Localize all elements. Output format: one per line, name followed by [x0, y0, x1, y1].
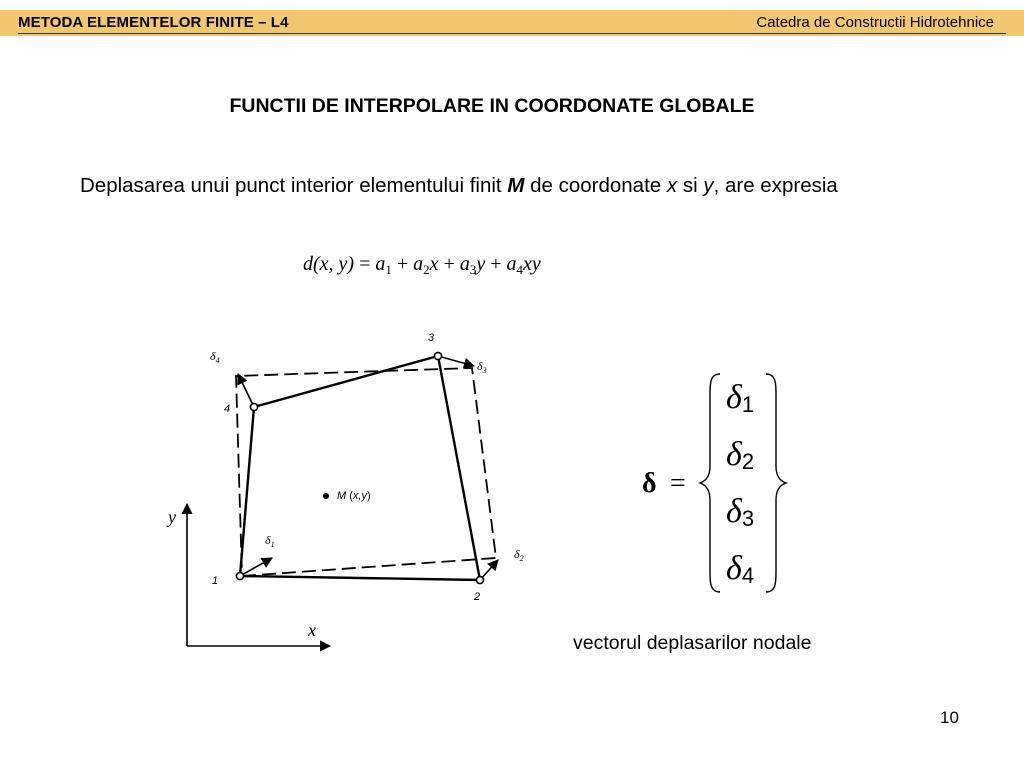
node-2 [476, 576, 483, 583]
delta-1-arrow [240, 558, 272, 576]
deformed-element-outline [236, 368, 496, 576]
formula-plus-1: + [391, 253, 414, 275]
node-label-2: 2 [474, 591, 481, 603]
term-1-sub: 1 [385, 262, 392, 277]
delta-3-arrow [438, 356, 474, 366]
term-2-sub: 2 [423, 262, 430, 277]
page-number: 10 [940, 708, 959, 727]
formula-plus-3: + [485, 253, 507, 275]
description-paragraph [80, 170, 950, 201]
vector-entry-2: δ2 [726, 436, 755, 474]
point-m-label: M (x,y) [337, 490, 371, 502]
interpolation-formula [303, 253, 541, 278]
term-3-coef: a [459, 253, 470, 275]
term-2-coef: a [413, 253, 424, 275]
x-symbol: x [666, 174, 678, 197]
term-2-var: x [429, 253, 439, 275]
delta-4-arrow [238, 374, 254, 407]
node-label-3: 3 [428, 332, 435, 344]
paragraph-text-2: de coordonate [524, 174, 667, 197]
term-3-sub: 3 [469, 262, 477, 277]
term-4-coef: a [506, 253, 517, 275]
term-4-sub: 4 [516, 262, 523, 277]
node-label-1: 1 [212, 575, 219, 587]
delta-label-4: $\delta_4$ [210, 349, 220, 365]
delta-label-3: $\delta_3$ [477, 359, 487, 375]
left-brace [700, 374, 720, 592]
paragraph-text-3: si [677, 174, 704, 197]
paragraph-text-4: , are expresia [713, 174, 838, 197]
course-title: METODA ELEMENTELOR FINITE – L4 [18, 14, 289, 31]
term-4-var: xy [522, 253, 541, 275]
vector-entry-4: δ4 [726, 550, 755, 588]
formula-lhs: d [303, 253, 313, 275]
point-m-dot [323, 493, 329, 499]
y-axis-label: y [168, 507, 176, 527]
vector-entry-3: δ3 [726, 493, 755, 531]
formula-args: (x, y) [313, 253, 355, 275]
element-outline [240, 356, 480, 580]
point-symbol: M [507, 174, 525, 197]
node-3 [434, 352, 441, 359]
paragraph-text-1: Deplasarea unui punct interior elementului finit [80, 174, 508, 197]
node-label-4: 4 [224, 403, 231, 415]
y-symbol: y [703, 174, 714, 197]
vector-equals: = [670, 468, 686, 499]
department-name: Catedra de Constructii Hidrotehnice [756, 14, 994, 31]
term-1-coef: a [375, 253, 386, 275]
vector-caption: vectorul deplasarilor nodale [573, 632, 812, 654]
x-axis-label: x [308, 620, 316, 640]
finite-element-diagram [150, 320, 540, 660]
term-3-var: y [476, 253, 486, 275]
delta-label-1: $\delta_1$ [265, 533, 275, 549]
nodal-displacement-vector [630, 368, 800, 600]
formula-plus-2: + [438, 253, 460, 275]
vector-entry-1: δ1 [726, 379, 755, 417]
vector-symbol: δ [642, 468, 657, 499]
slide-title: FUNCTII DE INTERPOLARE IN COORDONATE GLOBALE [229, 95, 755, 117]
delta-label-2: $\delta_2$ [514, 547, 524, 563]
formula-equals: = [354, 253, 376, 275]
header-divider [18, 33, 1006, 34]
node-4 [250, 403, 257, 410]
node-1 [236, 572, 243, 579]
right-brace [766, 374, 786, 592]
